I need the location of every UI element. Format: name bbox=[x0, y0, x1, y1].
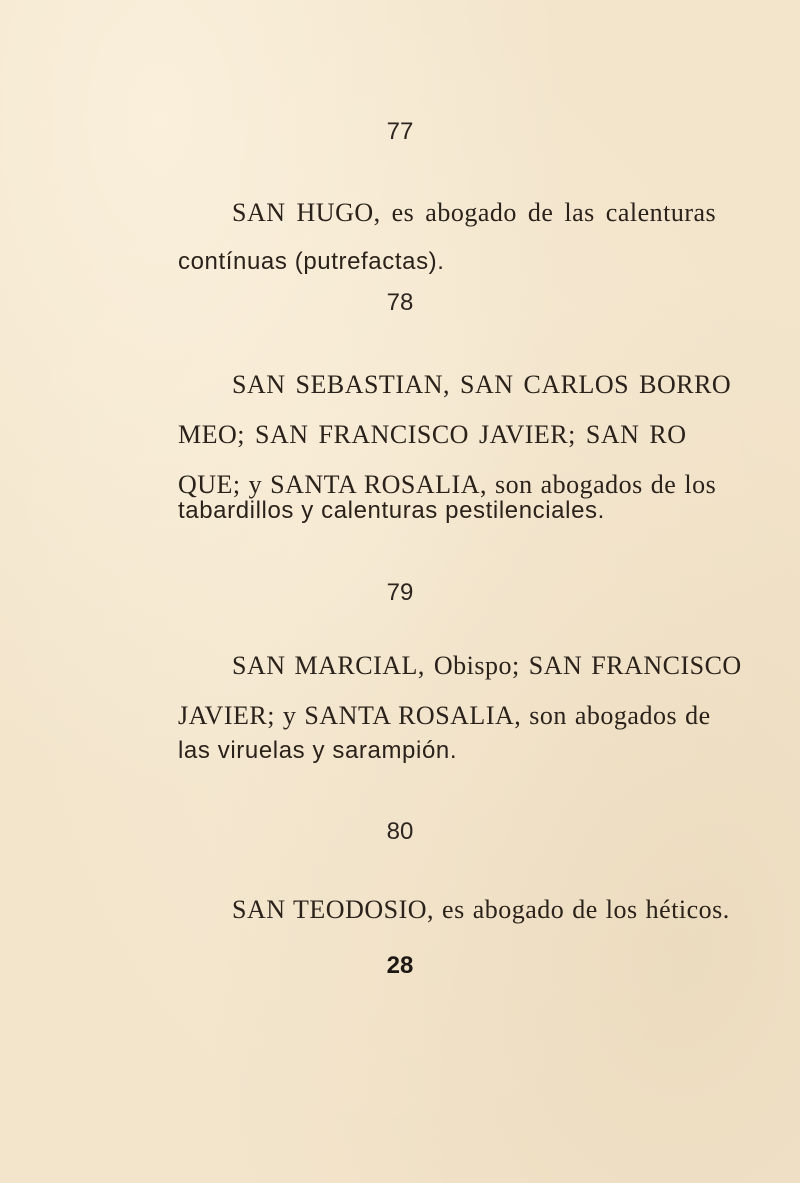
entry-77-line-1: SAN HUGO, es abogado de las calenturas bbox=[232, 198, 717, 227]
entry-79-line-1: SAN MARCIAL, Obispo; SAN FRANCISCO bbox=[232, 651, 742, 680]
entry-78-line-4: tabardillos y calenturas pestilenciales. bbox=[178, 497, 605, 524]
entry-78-line-2: MEO; SAN FRANCISCO JAVIER; SAN RO bbox=[178, 420, 687, 449]
entry-79-line-3: las viruelas y sarampión. bbox=[178, 737, 458, 764]
entry-number-77: 77 bbox=[386, 118, 414, 145]
entry-number-78: 78 bbox=[386, 289, 414, 316]
entry-78-line-3: QUE; y SANTA ROSALIA, son abogados de los bbox=[178, 470, 717, 499]
entry-79-line-2: JAVIER; y SANTA ROSALIA, son abogados de bbox=[178, 701, 711, 730]
entry-77-line-2: contínuas (putrefactas). bbox=[178, 248, 445, 275]
entry-78-line-1: SAN SEBASTIAN, SAN CARLOS BORRO bbox=[232, 370, 732, 399]
entry-number-79: 79 bbox=[386, 579, 414, 606]
entry-80-line-1: SAN TEODOSIO, es abogado de los héticos. bbox=[232, 895, 730, 924]
entry-number-80: 80 bbox=[386, 818, 414, 845]
printer-signature: 28 bbox=[386, 952, 414, 979]
